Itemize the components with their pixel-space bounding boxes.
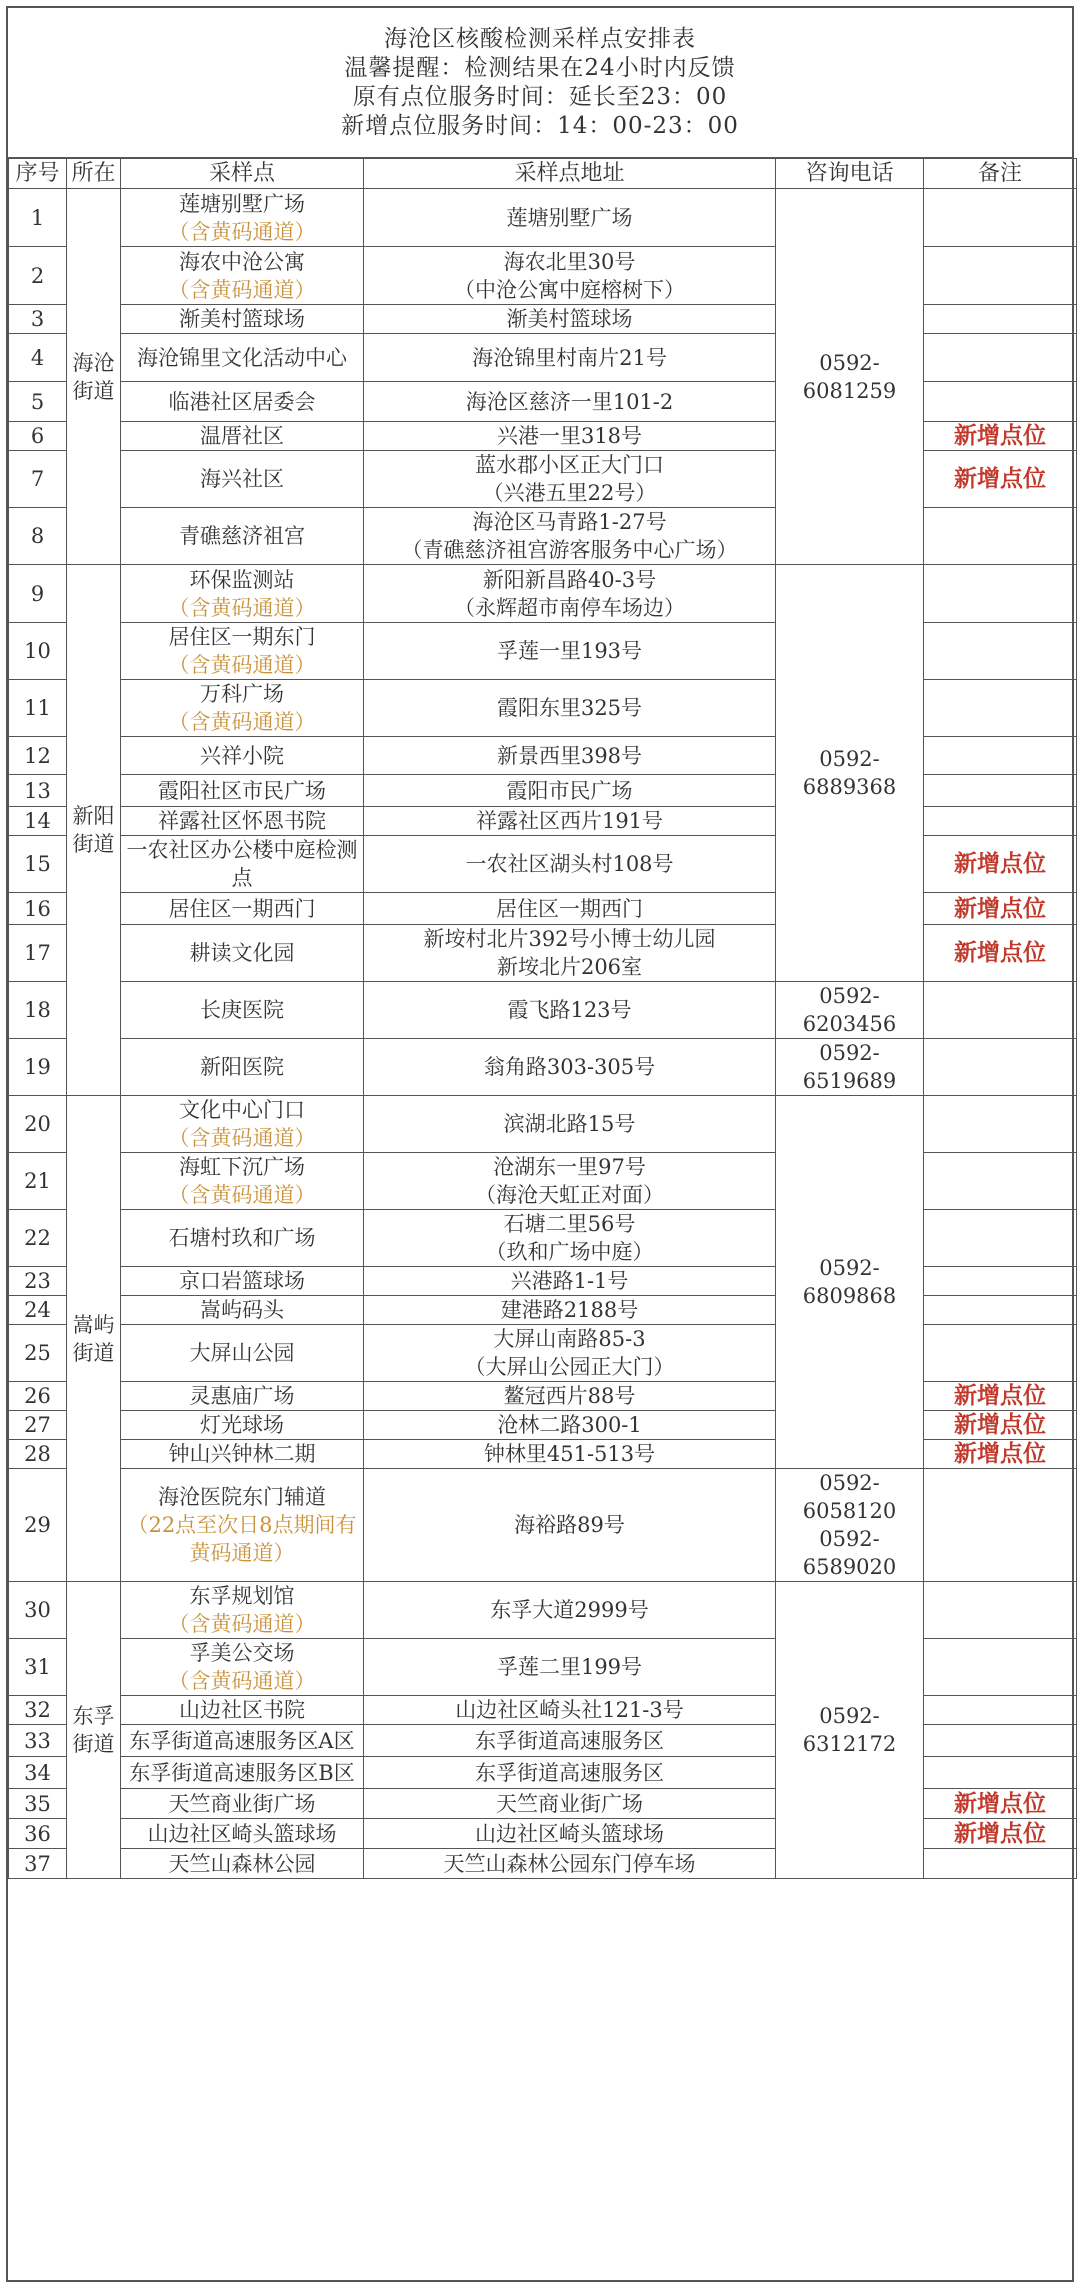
phone-number: 0592-6081259 [802,350,897,403]
line-text: 东孚街道高速服务区A区 [129,1728,355,1753]
site-cell [121,1696,364,1725]
row-number: 36 [9,1819,67,1849]
address-cell [364,1639,776,1696]
line-text: 莲塘别墅广场 [179,191,305,216]
row-number: 25 [9,1325,67,1382]
row-number: 18 [9,982,67,1039]
row-number: 17 [9,925,67,982]
note-cell [924,382,1077,422]
area-cell [67,1096,121,1582]
line-text: 钟山兴钟林二期 [168,1442,316,1466]
table-row [9,189,1077,247]
new-service-time: 新增点位服务时间：14：00-23：00 [341,112,739,139]
new-point-badge: 新增点位 [954,465,1046,492]
line-text: （含黄码通道） [168,1612,316,1636]
new-point-badge: 新增点位 [954,1382,1046,1409]
address-cell [364,1325,776,1382]
line-text: 居住区一期西门 [496,896,643,921]
line-text: （含黄码通道） [168,219,316,244]
line-text: 沧湖东一里97号 [493,1155,646,1179]
note-cell [924,836,1077,893]
line-text: 东孚大道2999号 [490,1598,649,1622]
line-text: 海裕路89号 [514,1513,625,1537]
line-text: 钟林里451-513号 [483,1442,656,1466]
row-number: 29 [9,1469,67,1582]
line-text: 孚莲二里199号 [496,1655,643,1679]
line-text: 临港社区居委会 [168,389,316,414]
new-point-badge: 新增点位 [954,894,1046,922]
row-number: 10 [9,623,67,680]
address-cell [364,1469,776,1582]
phone-number: 0592-6058120 [802,1471,897,1523]
note-cell [924,1725,1077,1757]
old-service-time: 原有点位服务时间：延长至23：00 [352,83,728,110]
line-text: 滨湖北路15号 [503,1112,636,1136]
site-cell [121,565,364,623]
table-row [9,565,1077,623]
note-cell [924,1849,1077,1879]
line-text: 青礁慈济祖宫 [179,524,305,548]
note-cell [924,1039,1077,1096]
site-cell [121,982,364,1039]
phone-cell [776,1096,924,1469]
phone-cell [776,1039,924,1096]
table-header-row [9,159,1077,189]
sheet-header [8,8,1072,158]
site-cell [121,1096,364,1153]
line-text: 霞阳东里325号 [496,696,643,720]
line-text: 街道 [72,1340,115,1365]
line-text: （海沧天虹正对面） [475,1183,664,1207]
table-row [9,982,1077,1039]
phone-number: 0592-6889368 [802,747,897,799]
sheet-title: 海沧区核酸检测采样点安排表 [384,25,696,52]
line-text: 孚美公交场 [189,1641,295,1665]
new-point-badge: 新增点位 [954,939,1046,966]
row-number: 31 [9,1639,67,1696]
row-number: 8 [9,508,67,565]
note-cell [924,1382,1077,1411]
line-text: 孚莲一里193号 [496,639,643,663]
address-cell [364,1411,776,1440]
line-text: 黄码通道） [189,1541,295,1565]
line-text: 耕读文化园 [189,941,295,965]
line-text: 居住区一期西门 [168,896,316,921]
line-text: 霞阳社区市民广场 [158,778,326,803]
line-text: 新垵北片206室 [496,955,643,979]
header-address: 采样点地址 [364,159,776,189]
row-number: 37 [9,1849,67,1879]
new-point-badge: 新增点位 [954,1819,1046,1847]
area-cell [67,189,121,565]
row-number: 35 [9,1789,67,1819]
line-text: 海沧 [72,350,115,375]
line-text: 新阳新昌路40-3号 [482,567,657,592]
site-cell [121,334,364,382]
line-text: 海沧区马青路1-27号 [472,510,667,534]
note-cell [924,1210,1077,1267]
row-number: 11 [9,680,67,737]
line-text: 文化中心门口 [179,1098,305,1122]
line-text: 一农社区湖头村108号 [465,852,674,876]
line-text: 霞飞路123号 [507,998,632,1022]
line-text: 万科广场 [200,682,284,706]
line-text: 海沧锦里文化活动中心 [137,345,347,370]
table-row [9,1096,1077,1153]
line-text: 兴祥小院 [200,743,284,768]
note-cell [924,982,1077,1039]
note-cell [924,893,1077,925]
address-cell [364,1039,776,1096]
line-text: 环保监测站 [189,567,295,592]
note-cell [924,925,1077,982]
line-text: 海农中沧公寓 [179,249,305,274]
site-cell [121,1789,364,1819]
address-cell [364,1819,776,1849]
notice-text: 温馨提醒：检测结果在24小时内反馈 [344,54,736,81]
address-cell [364,1210,776,1267]
line-text: 海兴社区 [200,467,284,491]
address-cell [364,1582,776,1639]
line-text: 天竺商业街广场 [496,1791,643,1816]
address-cell [364,334,776,382]
note-cell [924,807,1077,836]
line-text: 祥露社区怀恩书院 [158,809,326,833]
line-text: 东孚街道高速服务区 [475,1760,664,1785]
note-cell [924,737,1077,775]
site-cell [121,189,364,247]
line-text: （含黄码通道） [168,1669,316,1693]
address-cell [364,382,776,422]
line-text: 海沧区慈济一里101-2 [465,389,674,414]
line-text: （含黄码通道） [168,595,316,620]
new-point-badge: 新增点位 [954,850,1046,877]
site-cell [121,925,364,982]
note-cell [924,1411,1077,1440]
line-text: 翁角路303-305号 [483,1055,656,1079]
note-cell [924,1440,1077,1469]
line-text: （含黄码通道） [168,1126,316,1150]
note-cell [924,1789,1077,1819]
row-number: 7 [9,451,67,508]
line-text: 大屏山公园 [189,1341,295,1365]
address-cell [364,737,776,775]
row-number: 19 [9,1039,67,1096]
sampling-table [8,158,1077,1879]
new-point-badge: 新增点位 [954,422,1046,449]
row-number: 13 [9,775,67,807]
row-number: 5 [9,382,67,422]
line-text: 祥露社区西片191号 [475,809,664,833]
site-cell [121,775,364,807]
address-cell [364,623,776,680]
line-text: （大屏山公园正大门） [464,1355,675,1379]
site-cell [121,247,364,305]
line-text: 天竺商业街广场 [168,1791,316,1816]
table-row [9,1582,1077,1639]
note-cell [924,680,1077,737]
table-row [9,1469,1077,1582]
line-text: 灵惠庙广场 [189,1384,295,1408]
site-cell [121,807,364,836]
phone-cell [776,1582,924,1879]
site-cell [121,1639,364,1696]
line-text: （永辉超市南停车场边） [454,595,685,620]
row-number: 34 [9,1757,67,1789]
row-number: 32 [9,1696,67,1725]
site-cell [121,1725,364,1757]
site-cell [121,1325,364,1382]
header-area: 所在 [67,159,121,189]
line-text: 京口岩篮球场 [179,1269,305,1293]
row-number: 4 [9,334,67,382]
note-cell [924,1757,1077,1789]
line-text: 灯光球场 [200,1413,284,1437]
address-cell [364,1153,776,1210]
line-text: 大屏山南路85-3 [493,1327,646,1351]
line-text: 新阳医院 [200,1055,284,1079]
row-number: 33 [9,1725,67,1757]
line-text: 天竺山森林公园东门停车场 [443,1851,696,1876]
note-cell [924,1696,1077,1725]
site-cell [121,1210,364,1267]
line-text: 新垵村北片392号小博士幼儿园 [423,927,716,951]
line-text: （含黄码通道） [168,1183,316,1207]
note-cell [924,1582,1077,1639]
line-text: 海农北里30号 [503,249,636,274]
line-text: 鳌冠西片88号 [503,1384,636,1408]
area-cell [67,1582,121,1879]
new-point-badge: 新增点位 [954,1440,1046,1467]
line-text: （中沧公寓中庭榕树下） [454,277,685,302]
row-number: 28 [9,1440,67,1469]
row-number: 12 [9,737,67,775]
line-text: 一农社区办公楼中庭检测点 [126,838,358,890]
address-cell [364,1096,776,1153]
new-point-badge: 新增点位 [954,1789,1046,1817]
row-number: 21 [9,1153,67,1210]
row-number: 24 [9,1296,67,1325]
phone-number: 0592-6519689 [802,1041,897,1093]
note-cell [924,1469,1077,1582]
line-text: 山边社区崎头篮球场 [475,1821,664,1846]
site-cell [121,382,364,422]
site-cell [121,1440,364,1469]
note-cell [924,1639,1077,1696]
schedule-sheet [6,6,1074,2282]
line-text: 石塘村玖和广场 [168,1226,316,1250]
row-number: 15 [9,836,67,893]
line-text: 新阳 [72,804,115,828]
phone-number: 0592-6203456 [802,984,897,1036]
address-cell [364,1267,776,1296]
address-cell [364,565,776,623]
note-cell [924,305,1077,334]
address-cell [364,508,776,565]
site-cell [121,1757,364,1789]
line-text: （含黄码通道） [168,653,316,677]
header-phone: 咨询电话 [776,159,924,189]
header-note: 备注 [924,159,1077,189]
site-cell [121,1819,364,1849]
line-text: 居住区一期东门 [168,625,316,649]
phone-cell [776,565,924,982]
note-cell [924,565,1077,623]
site-cell [121,1296,364,1325]
phone-cell [776,189,924,565]
line-text: 渐美村篮球场 [179,307,305,331]
line-text: 温厝社区 [200,424,284,448]
row-number: 3 [9,305,67,334]
address-cell [364,1849,776,1879]
note-cell [924,1325,1077,1382]
note-cell [924,623,1077,680]
address-cell [364,422,776,451]
line-text: 兴港一里318号 [496,424,643,448]
line-text: （兴港五里22号） [482,481,657,505]
address-cell [364,247,776,305]
line-text: 嵩屿 [72,1312,115,1337]
address-cell [364,1789,776,1819]
note-cell [924,189,1077,247]
note-cell [924,775,1077,807]
phone-number: 0592-6312172 [802,1704,897,1756]
row-number: 20 [9,1096,67,1153]
address-cell [364,1696,776,1725]
site-cell [121,508,364,565]
line-text: 东孚 [72,1704,115,1728]
address-cell [364,836,776,893]
line-text: 新景西里398号 [496,743,643,768]
note-cell [924,422,1077,451]
line-text: （含黄码通道） [168,277,316,302]
line-text: 街道 [72,378,115,403]
site-cell [121,451,364,508]
site-cell [121,737,364,775]
phone-number: 0592-6809868 [802,1256,897,1308]
line-text: 东孚规划馆 [189,1584,295,1608]
address-cell [364,925,776,982]
row-number: 14 [9,807,67,836]
address-cell [364,807,776,836]
line-text: 嵩屿码头 [200,1298,284,1322]
note-cell [924,1096,1077,1153]
site-cell [121,1582,364,1639]
line-text: 海沧锦里村南片21号 [472,345,667,370]
address-cell [364,451,776,508]
area-cell [67,565,121,1096]
row-number: 26 [9,1382,67,1411]
line-text: 石塘二里56号 [503,1212,636,1236]
site-cell [121,422,364,451]
phone-number: 0592-6589020 [802,1527,897,1579]
site-cell [121,1267,364,1296]
line-text: 街道 [72,1732,115,1756]
row-number: 6 [9,422,67,451]
line-text: 渐美村篮球场 [506,307,633,331]
site-cell [121,1411,364,1440]
row-number: 30 [9,1582,67,1639]
row-number: 1 [9,189,67,247]
line-text: （22点至次日8点期间有 [127,1513,357,1537]
line-text: 兴港路1-1号 [510,1269,629,1293]
line-text: 天竺山森林公园 [168,1851,316,1876]
site-cell [121,893,364,925]
line-text: 东孚街道高速服务区 [475,1728,664,1753]
note-cell [924,334,1077,382]
note-cell [924,508,1077,565]
row-number: 22 [9,1210,67,1267]
address-cell [364,1757,776,1789]
site-cell [121,1469,364,1582]
site-cell [121,623,364,680]
site-cell [121,836,364,893]
header-site: 采样点 [121,159,364,189]
row-number: 9 [9,565,67,623]
site-cell [121,1849,364,1879]
note-cell [924,1819,1077,1849]
site-cell [121,1039,364,1096]
address-cell [364,1725,776,1757]
table-row [9,1039,1077,1096]
line-text: 长庚医院 [200,998,284,1022]
address-cell [364,1382,776,1411]
line-text: 山边社区崎头社121-3号 [455,1698,684,1722]
address-cell [364,189,776,247]
header-no: 序号 [9,159,67,189]
site-cell [121,1382,364,1411]
line-text: 霞阳市民广场 [506,778,633,803]
line-text: 沧林二路300-1 [497,1413,642,1437]
row-number: 23 [9,1267,67,1296]
line-text: （青礁慈济祖宫游客服务中心广场） [401,538,738,562]
site-cell [121,305,364,334]
site-cell [121,680,364,737]
line-text: 山边社区崎头篮球场 [147,1821,337,1846]
address-cell [364,893,776,925]
line-text: 蓝水郡小区正大门口 [475,453,664,477]
line-text: （玖和广场中庭） [485,1240,654,1264]
note-cell [924,1296,1077,1325]
line-text: 山边社区书院 [179,1698,305,1722]
phone-cell [776,1469,924,1582]
row-number: 16 [9,893,67,925]
line-text: （含黄码通道） [168,710,316,734]
address-cell [364,1440,776,1469]
phone-cell [776,982,924,1039]
note-cell [924,247,1077,305]
line-text: 海虹下沉广场 [179,1155,305,1179]
line-text: 莲塘别墅广场 [506,205,633,230]
site-cell [121,1153,364,1210]
row-number: 2 [9,247,67,305]
address-cell [364,775,776,807]
note-cell [924,451,1077,508]
address-cell [364,1296,776,1325]
new-point-badge: 新增点位 [954,1411,1046,1438]
row-number: 27 [9,1411,67,1440]
line-text: 海沧医院东门辅道 [158,1485,326,1509]
address-cell [364,305,776,334]
line-text: 街道 [72,832,115,856]
line-text: 建港路2188号 [500,1298,639,1322]
address-cell [364,680,776,737]
address-cell [364,982,776,1039]
line-text: 东孚街道高速服务区B区 [129,1760,355,1785]
note-cell [924,1267,1077,1296]
note-cell [924,1153,1077,1210]
